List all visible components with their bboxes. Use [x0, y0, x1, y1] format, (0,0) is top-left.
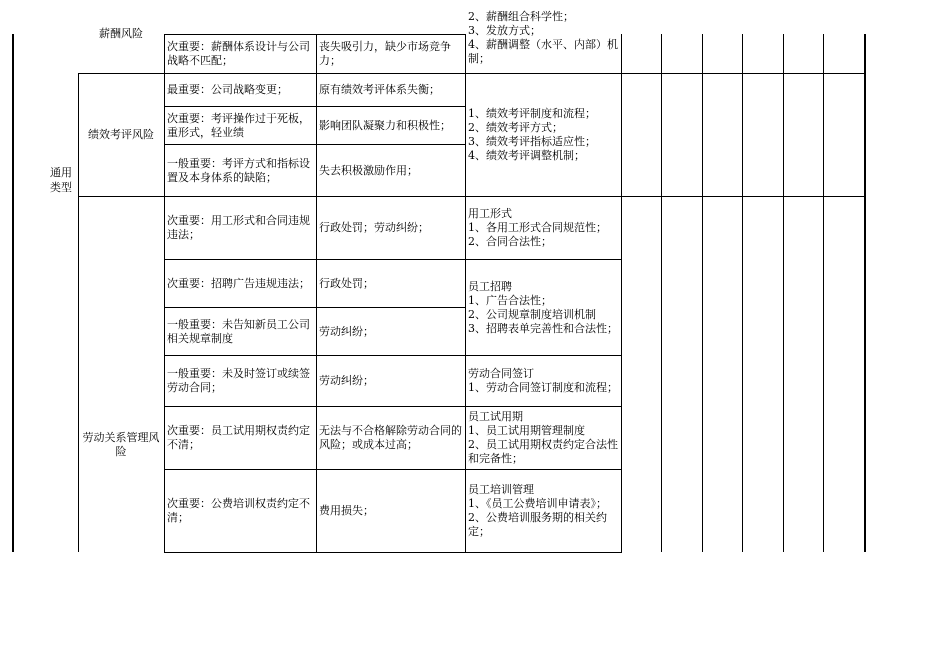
col-sep-e	[783, 34, 784, 552]
controls-cell: 1、绩效考评制度和流程； 2、绩效考评方式； 3、绩效考评指标适应性； 4、绩效考评调整机制；	[468, 107, 596, 162]
level-cell: 一般重要：未告知新员工公司相关规章制度	[167, 317, 310, 345]
category-cell	[44, 160, 78, 200]
consequence-cell: 无法与不合格解除劳动合同的风险；或成本过高；	[319, 424, 462, 451]
level-cell: 次重要：员工试用期权责约定不清；	[167, 424, 310, 451]
consequence-cell: 影响团队凝聚力和积极性；	[319, 118, 451, 132]
level-cell: 次重要：公费培训权责约定不清；	[167, 497, 310, 524]
controls-cell: 劳动合同签订 1、劳动合同签订制度和流程；	[468, 367, 618, 394]
risk-name-salary: 薪酬风险	[99, 27, 143, 40]
risk-name-labor: 劳动关系管理风险	[82, 431, 160, 458]
risk-name-performance: 绩效考评风险	[88, 127, 154, 141]
col-sep-a	[621, 34, 622, 552]
controls-cell: 用工形式 1、各用工形式合同规范性； 2、合同合法性；	[468, 207, 607, 248]
right-border	[864, 34, 866, 552]
controls-cell: 员工招聘 1、广告合法性； 2、公司规章制度培训机制 3、招聘表单完善性和合法性；	[468, 279, 618, 335]
category-label: 通用类型	[50, 166, 72, 194]
consequence-cell: 原有绩效考评体系失衡；	[319, 83, 440, 96]
level-cell: 一般重要：未及时签订或续签劳动合同；	[167, 367, 310, 394]
controls-cell: 员工试用期 1、员工试用期管理制度 2、员工试用期权责约定合法性和完备性；	[468, 410, 618, 465]
consequence-cell: 行政处罚；	[319, 276, 374, 290]
controls-cell: 员工培训管理 1、《员工公费培训申请表》； 2、公费培训服务期的相关约定；	[468, 483, 607, 538]
level-cell: 次重要：考评操作过于死板，重形式，轻业绩	[167, 111, 310, 139]
consequence-cell: 劳动纠纷；	[319, 324, 374, 338]
consequence-cell: 费用损失；	[319, 504, 374, 517]
col-sep-c	[702, 34, 703, 552]
level-cell: 次重要：薪酬体系设计与公司战略不匹配；	[167, 40, 310, 67]
consequence-cell: 丧失吸引力，缺少市场竞争力；	[319, 40, 451, 67]
level-cell: 次重要：用工形式和合同违规违法；	[167, 214, 310, 241]
level-cell: 最重要：公司战略变更；	[167, 83, 288, 96]
consequence-cell: 行政处罚；劳动纠纷；	[319, 221, 429, 234]
col-sep-f	[823, 34, 824, 552]
col-sep-d	[742, 34, 743, 552]
controls-cell: 2、薪酬组合科学性； 3、发放方式； 4、薪酬调整（水平、内部）机制；	[468, 10, 618, 65]
col-sep-b	[661, 34, 662, 552]
consequence-cell: 失去积极激励作用；	[319, 163, 418, 177]
consequence-cell: 劳动纠纷；	[319, 374, 374, 387]
left-border	[12, 34, 14, 552]
level-cell: 一般重要：考评方式和指标设置及本身体系的缺陷；	[167, 156, 310, 184]
row-line	[164, 552, 622, 553]
level-cell: 次重要：招聘广告违规违法；	[167, 276, 310, 290]
